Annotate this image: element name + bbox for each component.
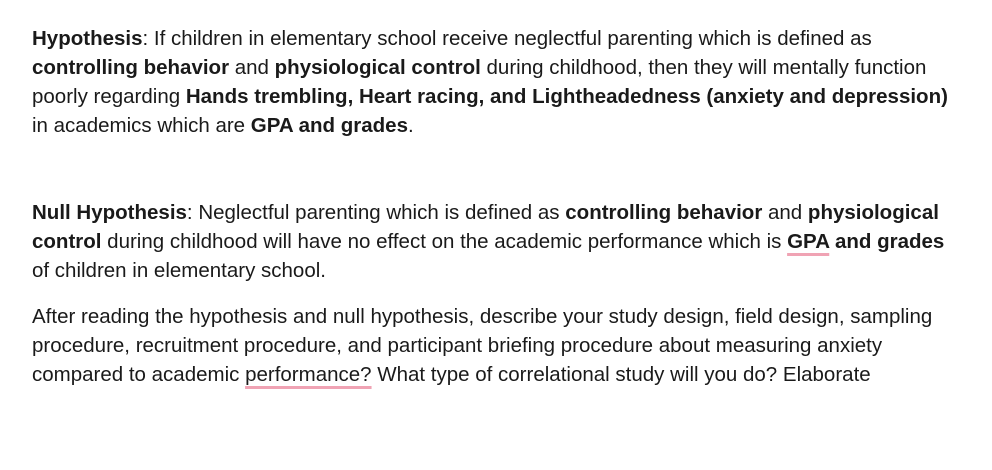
null-hypothesis-bold-physiological-control: physiological control xyxy=(32,201,939,253)
hypothesis-bold-symptoms: Hands trembling, Heart racing, and Lightheadedness (anxiety and depression) xyxy=(185,85,948,108)
question-paragraph xyxy=(32,302,962,389)
hypothesis-text-5: . xyxy=(407,114,414,137)
hypothesis-bold-physiological-control: physiological control xyxy=(274,56,481,79)
hypothesis-paragraph xyxy=(32,24,962,140)
null-hypothesis-label: Null Hypothesis xyxy=(32,201,187,224)
hypothesis-text-2: and xyxy=(229,56,275,79)
hypothesis-text-4: in academics which are xyxy=(32,114,251,137)
null-hypothesis-paragraph xyxy=(32,198,962,285)
null-hypothesis-bold-gpa-spellcheck[interactable]: GPA xyxy=(787,230,830,253)
null-hypothesis-text-2: and xyxy=(762,201,808,224)
question-text-1: After reading the hypothesis and null hypothesis, describe your study design, field design, sampling procedure, recruitment procedure, and participant briefing procedure about measuring anxiety compared to academic xyxy=(32,305,933,386)
hypothesis-bold-gpa-grades: GPA and grades xyxy=(250,114,408,137)
question-flagged-word-performance[interactable]: performance? xyxy=(245,363,372,386)
hypothesis-text-3: during childhood, then they will mentally function poorly regarding xyxy=(32,56,927,108)
null-hypothesis-bold-grades: and grades xyxy=(829,230,945,253)
hypothesis-bold-controlling-behavior: controlling behavior xyxy=(32,56,230,79)
null-hypothesis-text-4: of children in elementary school. xyxy=(32,259,326,282)
hypothesis-text-1: : If children in elementary school receive neglectful parenting which is defined as xyxy=(142,27,872,50)
null-hypothesis-text-1: : Neglectful parenting which is defined as xyxy=(186,201,566,224)
null-hypothesis-bold-controlling-behavior: controlling behavior xyxy=(565,201,763,224)
hypothesis-label: Hypothesis xyxy=(32,27,143,50)
question-text-2: What type of correlational study will you do? Elaborate xyxy=(371,363,871,386)
null-hypothesis-text-3: during childhood will have no effect on the academic performance which is xyxy=(101,230,788,253)
